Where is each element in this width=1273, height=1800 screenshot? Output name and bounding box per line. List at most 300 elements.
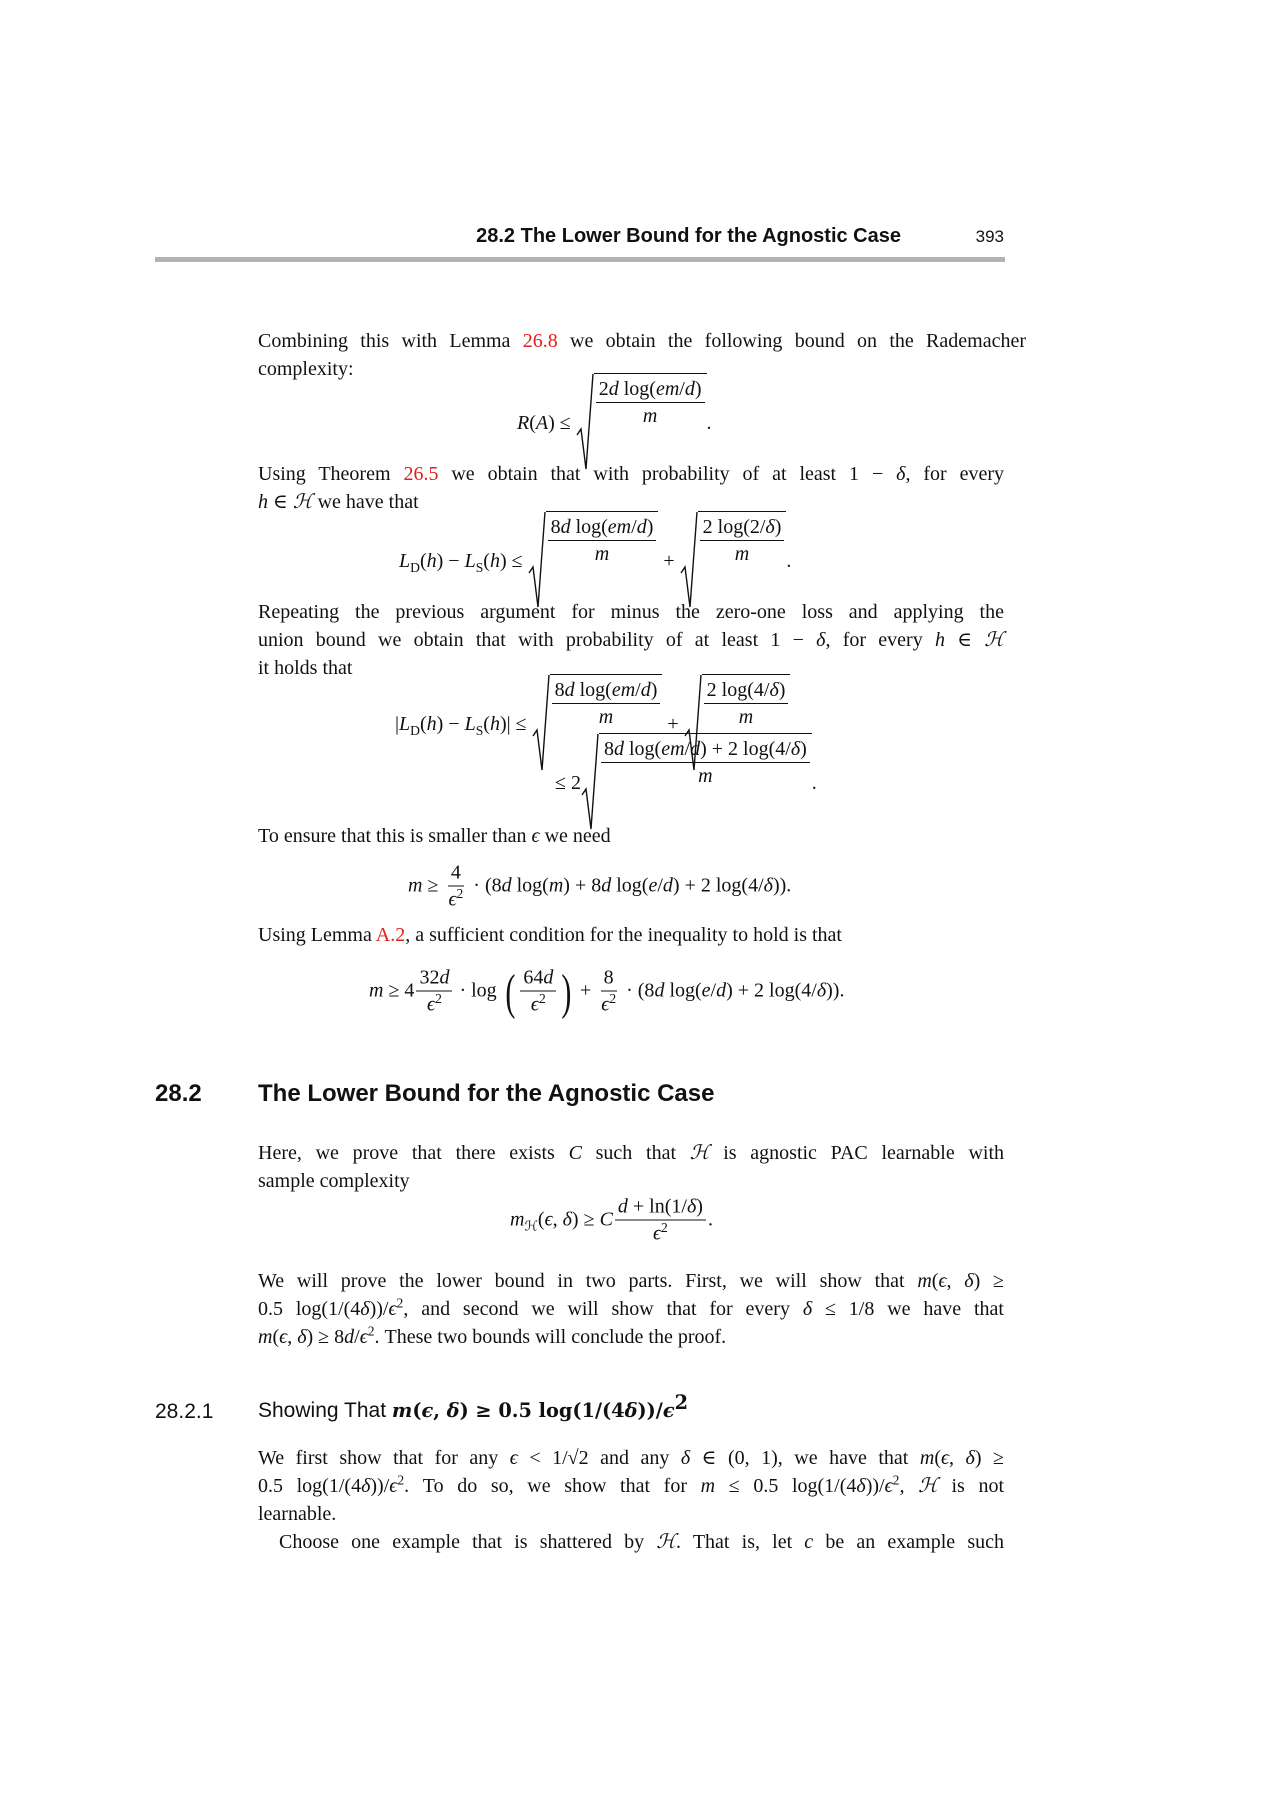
math-symbol: d [636,516,647,538]
text-run: sample complexity [258,1170,410,1192]
text-run: / [657,874,663,897]
text-run: ∈ [944,629,985,651]
math-symbol: 2 [538,990,546,1006]
text-run: / [710,979,717,1002]
math-symbol: δ [562,1208,572,1231]
text-run: ≤ 0.5 log(1/(4 [715,1475,857,1497]
math-symbol: ϵ [940,1447,950,1469]
math-symbol: D [410,722,420,738]
math-symbol: δ [802,1298,813,1320]
text-run: Using Theorem [258,463,404,485]
text-run: , for every [905,463,1004,485]
text-run: , [946,1270,965,1292]
text-run: log( [574,679,612,701]
cross-reference-link[interactable]: A.2 [375,924,406,946]
math-symbol: e [648,874,658,897]
text-run: , a sufficient condition for the inequality to hold is that [405,924,842,946]
numerator [520,965,556,992]
math-symbol: d [560,516,571,538]
math-symbol: m [738,706,754,728]
math-symbol: 2 [397,1472,405,1488]
math-symbol: δ [360,1298,370,1320]
fraction [416,965,452,1018]
math-symbol: m [258,1326,273,1348]
text-run: learnable. [258,1503,337,1525]
text-run: , [552,1208,563,1231]
math-symbol: δ [816,629,826,651]
text-line [258,626,1004,654]
math-symbol: ℋ [984,629,1005,651]
math-symbol: L [464,549,476,572]
paragraph [258,460,1004,516]
right-paren: ) [561,963,572,1019]
text-run: ( [934,1447,941,1469]
text-run: 8 [550,516,561,538]
math-symbol: d [344,1326,355,1348]
math-symbol: m [698,765,713,787]
text-run: ) [646,516,654,538]
text-run: we obtain that with probability of at least 1 − [438,463,897,485]
math-symbol: 2 [396,1295,404,1311]
text-run: ≥ 4 [383,979,415,1002]
numerator [601,736,810,763]
radical-sign-icon [581,733,599,833]
math-symbol: c [804,1531,814,1553]
text-run: ∈ (0, 1), we have that [690,1447,920,1469]
text-run: ) − [436,549,465,572]
text-run: · log [454,979,502,1002]
text-run: ))/ [370,1475,390,1497]
math-symbol: ) ≥ 0.5 log(1/(4 [459,1399,625,1422]
math-symbol: h [489,712,500,735]
math-symbol: R [517,411,530,434]
math-symbol: em [611,679,636,701]
text-run: ) + 2 log(4/ [726,979,817,1002]
text-run: + [574,979,597,1002]
text-run: ≤ 1/8 we have that [812,1298,1004,1320]
paragraph [258,1267,1004,1351]
math-symbol: m [548,874,564,897]
math-symbol: δ [446,1399,460,1422]
equation-rhs [468,875,791,898]
math-symbol: L [464,712,476,735]
equation-end [812,772,817,795]
subsection-title [258,1391,689,1423]
equation-lhs [395,713,532,736]
text-run: 0.5 log(1/(4 [258,1475,362,1497]
text-run: ) ≤ [499,549,528,572]
square-root [581,733,812,833]
math-symbol: δ [964,1270,974,1292]
radical-sign-icon [576,373,594,473]
text-run: 2 log(2/ [702,516,766,538]
text-run: ( [931,1270,939,1292]
cross-reference-link[interactable]: 26.5 [403,463,439,485]
math-symbol: δ [763,874,773,897]
numerator [615,1194,706,1221]
math-symbol: d [608,378,619,400]
text-run: , [949,1447,966,1469]
math-symbol: e [701,979,711,1002]
text-run: 8 [554,679,565,701]
text-run: 2 [598,378,609,400]
fraction [601,736,810,789]
math-symbol: , [433,1399,447,1422]
text-run: 64 [523,966,544,989]
math-symbol: δ [769,679,779,701]
math-symbol: h [934,629,945,651]
math-symbol: m [391,1399,413,1422]
text-run: ) [774,516,782,538]
math-symbol: d [601,874,612,897]
math-symbol: δ [361,1475,371,1497]
math-symbol: m [598,706,614,728]
math-symbol: m [734,543,750,565]
math-symbol: d [654,979,665,1002]
math-symbol: 2 [367,1323,375,1339]
math-symbol: m [642,405,658,427]
text-run: is not [937,1475,1005,1497]
text-run: ) + 2 log(4/ [700,738,791,760]
text-run: ) [650,679,658,701]
denominator [445,887,466,913]
numerator [704,677,789,704]
math-symbol: d [543,966,554,989]
math-symbol: m [594,543,610,565]
math-symbol: L [399,549,411,572]
math-symbol: m [919,1447,935,1469]
text-run: )). [772,874,792,897]
square-root [528,511,659,611]
text-line [258,1139,1004,1167]
numerator [552,677,661,704]
math-symbol: S [475,722,484,738]
math-symbol: ϵ [359,1326,368,1348]
math-symbol: δ [680,1447,691,1469]
math-symbol: S [475,559,484,575]
text-run: )| ≤ [499,712,532,735]
text-line [258,1528,1004,1556]
denominator [695,763,715,789]
text-run: + ln(1/ [627,1195,687,1218]
math-symbol: 2 [892,1472,900,1488]
text-run: ≤ 2 [555,771,581,794]
math-symbol: D [410,559,420,575]
text-run: We first show that for any [258,1447,510,1469]
fraction [548,514,657,567]
paragraph [258,822,1004,850]
text-run: , and second we will show that for every [403,1298,803,1320]
math-symbol: ℋ [292,491,313,513]
text-run: < 1/√2 and any [517,1447,681,1469]
denominator [528,992,549,1018]
text-line [258,1167,1004,1195]
text-run: / [684,738,691,760]
math-symbol: ϵ [938,1270,947,1292]
denominator [736,704,756,730]
numerator [700,514,785,541]
math-symbol: h [426,712,437,735]
equation-lhs [408,875,443,898]
math-symbol: h [489,549,500,572]
math-symbol: ϵ [662,1399,675,1422]
square-root [680,511,787,611]
text-run: log( [618,378,656,400]
text-run: 32 [419,966,440,989]
text-line [258,1500,1004,1528]
math-symbol: δ [790,738,801,760]
text-run: we obtain the following bound on the Rademacher [557,330,1026,352]
text-run: . That is, let [676,1531,805,1553]
math-symbol: δ [765,516,775,538]
text-run: ) ≥ [571,1208,600,1231]
text-run: ) + 8 [563,874,602,897]
numerator [416,965,452,992]
text-run: we have that [312,491,419,513]
text-run: 8 [603,738,614,760]
numerator [548,514,657,541]
left-paren: ( [504,963,515,1019]
math-symbol: d [613,738,624,760]
math-symbol: d [439,966,450,989]
math-symbol: A [535,411,549,434]
denominator [640,403,660,429]
math-symbol: ϵ [389,1475,398,1497]
denominator [650,1221,671,1247]
text-run: ) ≥ [974,1447,1004,1469]
denominator [592,541,612,567]
denominator [598,992,619,1018]
text-line [258,460,1004,488]
text-run: . [707,1208,713,1231]
math-symbol: ϵ [509,1447,518,1469]
radical-sign-icon [528,511,546,611]
math-symbol: m [917,1270,932,1292]
text-run: / [635,679,641,701]
math-symbol: m [408,874,423,897]
running-head-title: 28.2 The Lower Bound for the Agnostic Case [476,225,901,247]
denominator [732,541,752,567]
text-run: ∈ [268,491,293,513]
math-symbol: 2 [674,1391,689,1414]
text-line [258,1295,1004,1323]
log-operator [454,980,501,1003]
math-symbol: δ [856,1475,866,1497]
math-symbol: ϵ [884,1475,893,1497]
math-symbol: m [700,1475,716,1497]
text-line [258,327,1026,355]
fraction [520,965,556,1018]
text-run: | [395,712,400,735]
text-run: log( [611,874,649,897]
text-run: ( [529,411,536,434]
numerator [601,965,617,992]
math-symbol: δ [816,979,827,1002]
text-line [258,1267,1004,1295]
text-run: . [811,771,817,794]
text-run: be an example such [813,1531,1004,1553]
math-symbol: em [661,738,685,760]
text-run: / [354,1326,360,1348]
fraction [598,965,619,1018]
math-symbol: ϵ [530,993,539,1016]
text-line [258,1444,1004,1472]
math-symbol: ℋ [656,1531,677,1553]
paragraph [258,598,1004,682]
math-symbol: ϵ [544,1208,553,1231]
equation-sample-complexity [510,1194,713,1247]
text-run: ( [419,549,427,572]
text-run: ( [272,1326,280,1348]
text-line [258,822,1004,850]
text-run: Combining this with Lemma [258,330,523,352]
text-run: · (8 [621,979,655,1002]
math-symbol: m [510,1208,525,1231]
text-run: . These two bounds will conclude the proof. [374,1326,727,1348]
text-run: ) [778,679,786,701]
cross-reference-link[interactable]: 26.8 [522,330,558,352]
math-symbol: ϵ [601,993,610,1016]
paragraph [258,921,1004,949]
numerator [448,860,464,887]
text-run: Choose one example that is shattered by [279,1531,657,1553]
text-run: Repeating the previous argument for minus the zero-one loss and applying the [258,601,1004,623]
text-run: , [287,1326,298,1348]
math-symbol: d [501,874,512,897]
math-symbol: h [426,549,437,572]
text-line [258,921,1004,949]
math-symbol: d [716,979,727,1002]
math-symbol: 2 [435,990,442,1006]
equation-generalization-bound [399,511,791,611]
text-run: it holds that [258,657,353,679]
math-symbol: d [662,874,673,897]
text-run: + [658,549,680,572]
radical-sign-icon [680,511,698,611]
paragraph [258,1139,1004,1195]
math-symbol: 2 [456,885,464,901]
fraction [596,376,705,429]
math-symbol: ϵ [448,888,457,911]
math-symbol: L [399,712,411,735]
math-symbol: ϵ [531,825,540,847]
math-symbol: ( [412,1399,422,1422]
text-run: . To do so, we show that for [404,1475,701,1497]
text-run: such that [581,1142,690,1164]
text-line [258,1323,1004,1351]
math-symbol: ))/ [637,1399,663,1422]
text-run: 0.5 log(1/(4 [258,1298,361,1320]
equation-end [707,412,712,435]
text-run: ) − [436,712,465,735]
equation-rhs [621,980,844,1003]
math-symbol: ℋ [689,1142,710,1164]
text-line [258,1472,1004,1500]
equation-sample-condition [408,860,791,913]
text-run: ) ≤ [548,411,576,434]
text-run: ))/ [369,1298,389,1320]
section-title: The Lower Bound for the Agnostic Case [258,1080,715,1107]
text-run: ( [537,1208,545,1231]
math-symbol: δ [297,1326,307,1348]
equation-lhs [517,412,576,435]
math-symbol: ℋ [918,1475,938,1497]
math-symbol: em [655,378,680,400]
equation-rademacher-bound [517,373,712,473]
text-run: union bound we obtain that with probability of at least 1 − [258,629,817,651]
plus-operator [575,980,596,1003]
math-symbol: δ [965,1447,975,1469]
text-run: Here, we prove that there exists [258,1142,569,1164]
header-rule [155,257,1005,262]
text-run: we need [539,825,611,847]
math-symbol: d [564,679,575,701]
fraction [700,514,785,567]
text-run: log( [511,874,549,897]
text-run: complexity: [258,358,354,380]
equation-lhs [369,980,414,1003]
plus-operator [658,550,679,573]
text-run: ) ≥ 8 [306,1326,345,1348]
math-symbol: ℋ [524,1218,538,1234]
text-run: , [899,1475,919,1497]
text-run: ) [696,1195,703,1218]
equation-sufficient-condition [369,965,844,1018]
fraction [445,860,466,913]
text-run: 4 [450,861,461,884]
equation-two-sided-bound-line-2 [555,733,817,833]
square-root [576,373,707,473]
radical-sign-icon [532,674,550,774]
text-run: ( [483,712,490,735]
text-run: To ensure that this is smaller than [258,825,532,847]
math-symbol: em [607,516,632,538]
fraction [615,1194,706,1247]
text-run: + [662,712,684,735]
paragraph [258,1444,1004,1556]
text-run: ))/ [865,1475,885,1497]
math-symbol: δ [686,1195,697,1218]
math-symbol: d [640,679,651,701]
math-symbol: δ [896,463,906,485]
numerator [596,376,705,403]
section-number: 28.2 [155,1080,202,1107]
text-run: is agnostic PAC learnable with [709,1142,1005,1164]
page-number: 393 [975,227,1004,246]
fraction [552,677,661,730]
text-run: ( [419,712,427,735]
equation-lhs [510,1209,613,1232]
text-run: log( [570,516,608,538]
text-run: 8 [603,966,614,989]
text-run: ≥ [422,874,444,897]
math-symbol: d [684,378,695,400]
text-run: 2 log(4/ [706,679,770,701]
math-symbol: C [568,1142,582,1164]
equation-end [786,550,791,573]
math-symbol: 2 [609,990,617,1006]
math-symbol: ϵ [279,1326,288,1348]
text-run: ) ≥ [973,1270,1005,1292]
text-run: log( [664,979,702,1002]
fraction [704,677,789,730]
math-symbol: d [690,738,701,760]
text-run: We will prove the lower bound in two parts. First, we will show that [258,1270,918,1292]
math-symbol: ϵ [652,1222,662,1245]
text-run: ) [800,738,807,760]
denominator [424,992,445,1018]
text-run: · (8 [468,874,502,897]
